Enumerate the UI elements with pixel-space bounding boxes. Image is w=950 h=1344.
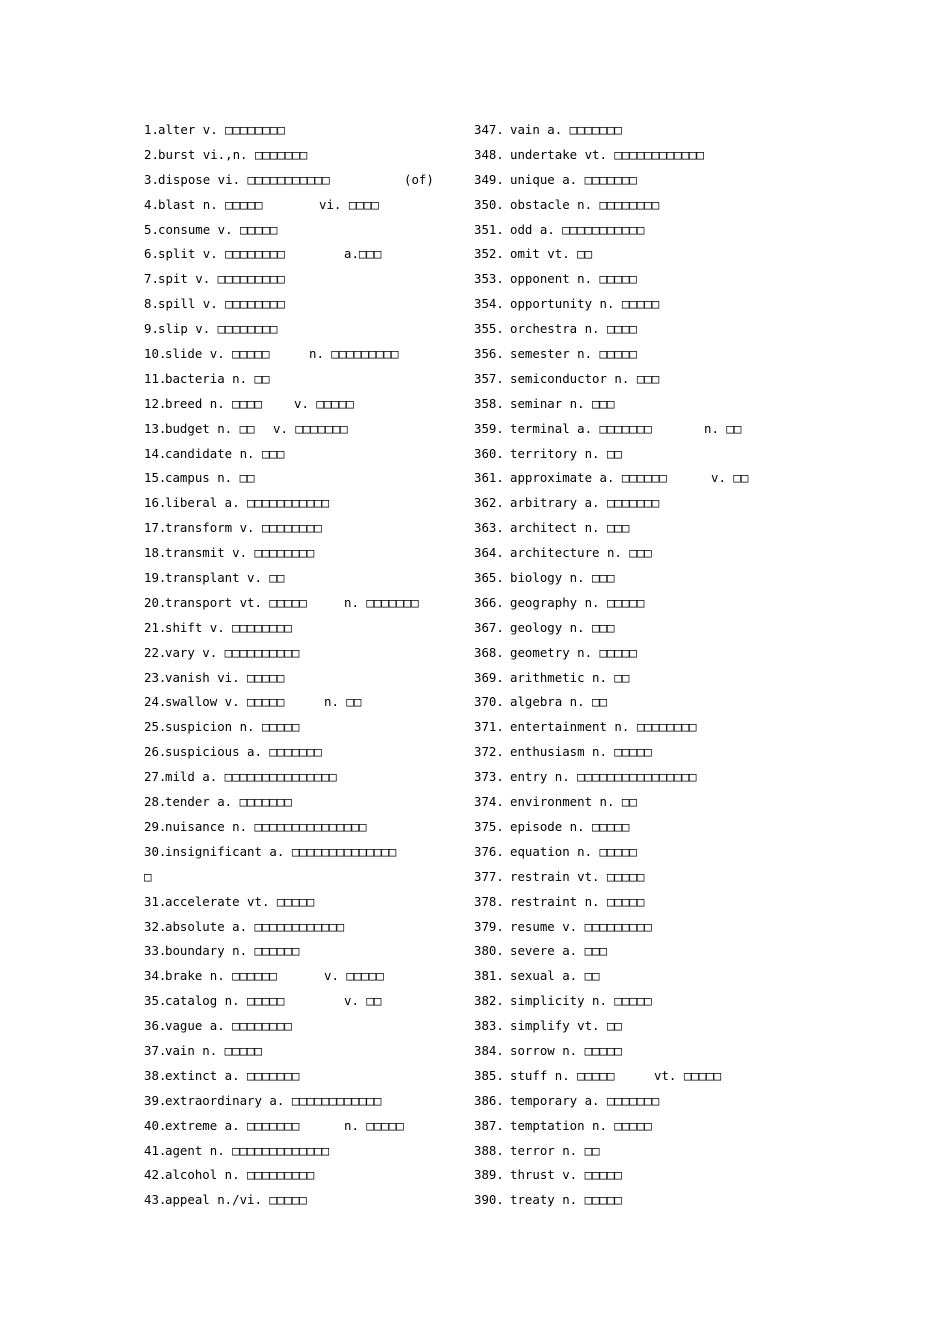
entry-word-definition: terminal a. □□□□□□□ bbox=[510, 420, 652, 436]
vocab-entry bbox=[474, 292, 774, 317]
entry-word-definition: mild a. □□□□□□□□□□□□□□□ bbox=[165, 769, 337, 785]
entry-number: 364. bbox=[474, 545, 504, 561]
vocab-entry bbox=[144, 1163, 444, 1188]
entry-number: 22. bbox=[144, 644, 167, 660]
vocab-entry bbox=[474, 218, 774, 243]
vocab-entry bbox=[474, 342, 774, 367]
entry-number: 27. bbox=[144, 769, 167, 785]
entry-word-definition: transplant v. □□ bbox=[165, 570, 285, 586]
entry-word-definition: approximate a. □□□□□□ bbox=[510, 470, 667, 486]
entry-word-definition: unique a. □□□□□□□ bbox=[510, 171, 637, 187]
entry-number: 361. bbox=[474, 470, 504, 486]
entry-number: 389. bbox=[474, 1167, 504, 1183]
entry-secondary-definition: a.□□□ bbox=[344, 246, 382, 262]
entry-number: 373. bbox=[474, 769, 504, 785]
entry-word-definition: geometry n. □□□□□ bbox=[510, 644, 637, 660]
entry-word-definition: arithmetic n. □□ bbox=[510, 669, 630, 685]
entry-word-definition: split v. □□□□□□□□ bbox=[158, 246, 285, 262]
entry-number: 375. bbox=[474, 818, 504, 834]
entry-number: 36. bbox=[144, 1018, 167, 1034]
entry-number: 37. bbox=[144, 1042, 167, 1058]
entry-number: 40. bbox=[144, 1117, 167, 1133]
entry-number: 8. bbox=[144, 296, 159, 312]
vocab-entry bbox=[144, 392, 444, 417]
entry-word-definition: consume v. □□□□□ bbox=[158, 221, 278, 237]
entry-word-definition: odd a. □□□□□□□□□□□ bbox=[510, 221, 645, 237]
entry-word-definition: temptation n. □□□□□ bbox=[510, 1117, 652, 1133]
vocab-entry bbox=[144, 915, 444, 940]
entry-number: 1. bbox=[144, 122, 159, 137]
entry-word-definition: brake n. □□□□□□ bbox=[165, 968, 277, 984]
entry-word-definition: slip v. □□□□□□□□ bbox=[158, 321, 278, 337]
entry-word-definition: treaty n. □□□□□ bbox=[510, 1192, 622, 1208]
entry-number: 35. bbox=[144, 993, 167, 1009]
entry-word-definition: swallow v. □□□□□ bbox=[165, 694, 285, 710]
entry-word-definition: campus n. □□ bbox=[165, 470, 255, 486]
entry-number: 387. bbox=[474, 1117, 504, 1133]
vocab-entry bbox=[474, 566, 774, 591]
right-vocab-column bbox=[474, 118, 774, 1213]
entry-number: 374. bbox=[474, 794, 504, 810]
vocab-entry bbox=[144, 541, 444, 566]
vocab-entry bbox=[144, 1114, 444, 1139]
entry-word-definition: restrain vt. □□□□□ bbox=[510, 868, 645, 884]
entry-number: 19. bbox=[144, 570, 167, 586]
vocab-entry bbox=[144, 1064, 444, 1089]
entry-secondary-definition: n. □□□□□□□ bbox=[344, 594, 419, 610]
entry-number: 388. bbox=[474, 1142, 504, 1158]
vocab-entry bbox=[144, 865, 444, 890]
entry-word-definition: geography n. □□□□□ bbox=[510, 594, 645, 610]
entry-number: 32. bbox=[144, 918, 167, 934]
entry-number: 15. bbox=[144, 470, 167, 486]
entry-number: 377. bbox=[474, 868, 504, 884]
entry-number: 362. bbox=[474, 495, 504, 511]
entry-number: 3. bbox=[144, 171, 159, 187]
entry-number: 348. bbox=[474, 146, 504, 162]
entry-secondary-definition: n. □□□□□ bbox=[344, 1117, 404, 1133]
vocab-entry bbox=[144, 1039, 444, 1064]
vocab-entry bbox=[474, 1188, 774, 1213]
entry-number: 14. bbox=[144, 445, 167, 461]
entry-number: 363. bbox=[474, 520, 504, 536]
entry-word-definition: biology n. □□□ bbox=[510, 570, 615, 586]
entry-number: 28. bbox=[144, 794, 167, 810]
entry-number: 349. bbox=[474, 171, 504, 187]
entry-number: 26. bbox=[144, 744, 167, 760]
vocab-entry bbox=[144, 143, 444, 168]
entry-word-definition: vanish vi. □□□□□ bbox=[165, 669, 285, 685]
entry-number: 358. bbox=[474, 395, 504, 411]
vocab-entry bbox=[144, 890, 444, 915]
entry-number: 369. bbox=[474, 669, 504, 685]
entry-word-definition: blast n. □□□□□ bbox=[158, 196, 263, 212]
entry-word-definition: simplify vt. □□ bbox=[510, 1018, 622, 1034]
vocab-entry bbox=[144, 491, 444, 516]
entry-number: 354. bbox=[474, 296, 504, 312]
entry-word-definition: arbitrary a. □□□□□□□ bbox=[510, 495, 660, 511]
entry-word-definition: burst vi.,n. □□□□□□□ bbox=[158, 146, 308, 162]
entry-word-definition: sorrow n. □□□□□ bbox=[510, 1042, 622, 1058]
entry-number: 21. bbox=[144, 619, 167, 635]
vocab-entry bbox=[474, 989, 774, 1014]
entry-word-definition: undertake vt. □□□□□□□□□□□□ bbox=[510, 146, 704, 162]
entry-word-definition: shift v. □□□□□□□□ bbox=[165, 619, 292, 635]
entry-word-definition: temporary a. □□□□□□□ bbox=[510, 1092, 660, 1108]
vocab-entry bbox=[474, 1039, 774, 1064]
vocab-entry bbox=[474, 1064, 774, 1089]
entry-word-definition: enthusiasm n. □□□□□ bbox=[510, 744, 652, 760]
vocab-entry bbox=[474, 143, 774, 168]
vocab-entry bbox=[474, 790, 774, 815]
entry-word-definition: vary v. □□□□□□□□□□ bbox=[165, 644, 300, 660]
vocab-entry bbox=[144, 840, 444, 865]
entry-word-definition: extreme a. □□□□□□□ bbox=[165, 1117, 300, 1133]
entry-word-definition: absolute a. □□□□□□□□□□□□ bbox=[165, 918, 345, 934]
entry-number: 359. bbox=[474, 420, 504, 436]
entry-number: 20. bbox=[144, 594, 167, 610]
vocab-entry bbox=[144, 516, 444, 541]
entry-word-definition: resume v. □□□□□□□□□ bbox=[510, 918, 652, 934]
vocab-entry bbox=[474, 267, 774, 292]
entry-number: 30. bbox=[144, 843, 167, 859]
entry-word-definition: architect n. □□□ bbox=[510, 520, 630, 536]
vocab-entry bbox=[474, 890, 774, 915]
vocab-entry bbox=[474, 466, 774, 491]
entry-number: 370. bbox=[474, 694, 504, 710]
entry-word-definition: omit vt. □□ bbox=[510, 246, 593, 262]
vocab-entry bbox=[144, 1014, 444, 1039]
entry-word-definition: liberal a. □□□□□□□□□□□ bbox=[165, 495, 330, 511]
entry-word-definition: opportunity n. □□□□□ bbox=[510, 296, 660, 312]
vocab-entry bbox=[474, 541, 774, 566]
entry-secondary-definition: n. □□□□□□□□□ bbox=[309, 346, 399, 362]
vocab-entry bbox=[144, 168, 444, 193]
vocab-entry bbox=[144, 591, 444, 616]
vocab-entry bbox=[144, 242, 444, 267]
entry-number: 357. bbox=[474, 370, 504, 386]
entry-number: 386. bbox=[474, 1092, 504, 1108]
vocab-entry bbox=[144, 367, 444, 392]
vocab-entry bbox=[144, 193, 444, 218]
entry-number: 10. bbox=[144, 346, 167, 362]
vocab-entry bbox=[474, 193, 774, 218]
entry-word-definition: stuff n. □□□□□ bbox=[510, 1067, 615, 1083]
vocab-entry bbox=[474, 516, 774, 541]
entry-number: 372. bbox=[474, 744, 504, 760]
entry-number: 2. bbox=[144, 146, 159, 162]
entry-word-definition: catalog n. □□□□□ bbox=[165, 993, 285, 1009]
vocab-entry bbox=[144, 342, 444, 367]
entry-secondary-definition: (of) bbox=[404, 171, 434, 187]
entry-number: 39. bbox=[144, 1092, 167, 1108]
entry-word-definition: budget n. □□ bbox=[165, 420, 255, 436]
entry-number: 353. bbox=[474, 271, 504, 287]
entry-number: 380. bbox=[474, 943, 504, 959]
entry-number: 9. bbox=[144, 321, 159, 337]
entry-word-definition: accelerate vt. □□□□□ bbox=[165, 893, 315, 909]
vocab-entry bbox=[144, 417, 444, 442]
entry-number: 18. bbox=[144, 545, 167, 561]
entry-number: 38. bbox=[144, 1067, 167, 1083]
entry-number: 376. bbox=[474, 843, 504, 859]
entry-word-definition: tender a. □□□□□□□ bbox=[165, 794, 292, 810]
entry-word-definition: nuisance n. □□□□□□□□□□□□□□□ bbox=[165, 818, 367, 834]
vocab-entry bbox=[474, 491, 774, 516]
entry-number: 383. bbox=[474, 1018, 504, 1034]
entry-number: 385. bbox=[474, 1067, 504, 1083]
vocab-entry bbox=[474, 417, 774, 442]
entry-word-definition: entertainment n. □□□□□□□□ bbox=[510, 719, 697, 735]
entry-number: 381. bbox=[474, 968, 504, 984]
vocab-entry bbox=[474, 1014, 774, 1039]
entry-word-definition: seminar n. □□□ bbox=[510, 395, 615, 411]
entry-word-definition: dispose vi. □□□□□□□□□□□ bbox=[158, 171, 330, 187]
vocab-entry bbox=[144, 989, 444, 1014]
vocab-entry bbox=[144, 218, 444, 243]
entry-number: 347. bbox=[474, 122, 504, 137]
entry-number: 5. bbox=[144, 221, 159, 237]
entry-number: 368. bbox=[474, 644, 504, 660]
vocab-entry bbox=[144, 815, 444, 840]
vocab-entry bbox=[144, 442, 444, 467]
entry-number: 31. bbox=[144, 893, 167, 909]
vocab-entry bbox=[144, 740, 444, 765]
vocab-entry bbox=[144, 1089, 444, 1114]
entry-word-definition: algebra n. □□ bbox=[510, 694, 607, 710]
entry-word-definition: breed n. □□□□ bbox=[165, 395, 262, 411]
entry-word-definition: vague a. □□□□□□□□ bbox=[165, 1018, 292, 1034]
vocab-entry bbox=[474, 641, 774, 666]
entry-number: 352. bbox=[474, 246, 504, 262]
entry-secondary-definition: v. □□ bbox=[344, 993, 382, 1009]
entry-word-definition: severe a. □□□ bbox=[510, 943, 607, 959]
entry-number: 23. bbox=[144, 669, 167, 685]
vocab-entry bbox=[474, 939, 774, 964]
entry-number: 33. bbox=[144, 943, 167, 959]
entry-number: 355. bbox=[474, 321, 504, 337]
entry-number: 24. bbox=[144, 694, 167, 710]
vocab-entry bbox=[144, 267, 444, 292]
entry-number: 378. bbox=[474, 893, 504, 909]
vocab-entry bbox=[144, 765, 444, 790]
vocab-entry bbox=[144, 790, 444, 815]
entry-word-definition: extraordinary a. □□□□□□□□□□□□ bbox=[165, 1092, 382, 1108]
entry-continuation-text: □ bbox=[144, 868, 152, 884]
vocab-entry bbox=[474, 715, 774, 740]
vocab-entry bbox=[474, 1163, 774, 1188]
entry-number: 7. bbox=[144, 271, 159, 287]
entry-word-definition: transform v. □□□□□□□□ bbox=[165, 520, 322, 536]
vocab-entry bbox=[144, 641, 444, 666]
entry-number: 6. bbox=[144, 246, 159, 262]
entry-secondary-definition: vi. □□□□ bbox=[319, 196, 379, 212]
vocab-entry bbox=[144, 616, 444, 641]
vocab-entry bbox=[474, 964, 774, 989]
entry-secondary-definition: v. □□□□□ bbox=[324, 968, 384, 984]
entry-word-definition: obstacle n. □□□□□□□□ bbox=[510, 196, 660, 212]
vocab-entry bbox=[474, 815, 774, 840]
vocab-entry bbox=[474, 765, 774, 790]
entry-word-definition: restraint n. □□□□□ bbox=[510, 893, 645, 909]
entry-word-definition: spit v. □□□□□□□□□ bbox=[158, 271, 285, 287]
entry-word-definition: vain a. □□□□□□□ bbox=[510, 122, 622, 137]
entry-number: 34. bbox=[144, 968, 167, 984]
entry-secondary-definition: vt. □□□□□ bbox=[654, 1067, 722, 1083]
entry-number: 42. bbox=[144, 1167, 167, 1183]
vocab-entry bbox=[474, 442, 774, 467]
entry-secondary-definition: v. □□ bbox=[711, 470, 749, 486]
entry-word-definition: slide v. □□□□□ bbox=[165, 346, 270, 362]
entry-word-definition: appeal n./vi. □□□□□ bbox=[165, 1192, 307, 1208]
vocab-entry bbox=[474, 242, 774, 267]
entry-word-definition: equation n. □□□□□ bbox=[510, 843, 637, 859]
vocab-entry bbox=[474, 666, 774, 691]
entry-word-definition: semiconductor n. □□□ bbox=[510, 370, 660, 386]
vocab-entry bbox=[144, 715, 444, 740]
entry-number: 367. bbox=[474, 619, 504, 635]
entry-word-definition: transmit v. □□□□□□□□ bbox=[165, 545, 315, 561]
left-vocab-column bbox=[144, 118, 444, 1213]
vocab-entry bbox=[474, 616, 774, 641]
vocab-entry bbox=[474, 1089, 774, 1114]
vocab-entry bbox=[474, 740, 774, 765]
entry-number: 13. bbox=[144, 420, 167, 436]
entry-number: 384. bbox=[474, 1042, 504, 1058]
entry-secondary-definition: v. □□□□□□□ bbox=[273, 420, 348, 436]
entry-number: 11. bbox=[144, 370, 167, 386]
vocab-entry bbox=[144, 939, 444, 964]
entry-number: 43. bbox=[144, 1192, 167, 1208]
vocab-entry bbox=[474, 865, 774, 890]
entry-word-definition: sexual a. □□ bbox=[510, 968, 600, 984]
vocab-entry bbox=[144, 466, 444, 491]
entry-word-definition: vain n. □□□□□ bbox=[165, 1042, 262, 1058]
entry-word-definition: opponent n. □□□□□ bbox=[510, 271, 637, 287]
entry-word-definition: candidate n. □□□ bbox=[165, 445, 285, 461]
vocab-entry bbox=[144, 317, 444, 342]
entry-word-definition: suspicious a. □□□□□□□ bbox=[165, 744, 322, 760]
vocab-entry bbox=[144, 690, 444, 715]
entry-word-definition: episode n. □□□□□ bbox=[510, 818, 630, 834]
entry-number: 365. bbox=[474, 570, 504, 586]
entry-number: 351. bbox=[474, 221, 504, 237]
entry-word-definition: alter v. □□□□□□□□ bbox=[158, 122, 285, 137]
entry-word-definition: bacteria n. □□ bbox=[165, 370, 270, 386]
entry-number: 12. bbox=[144, 395, 167, 411]
entry-word-definition: spill v. □□□□□□□□ bbox=[158, 296, 285, 312]
entry-word-definition: territory n. □□ bbox=[510, 445, 622, 461]
entry-secondary-definition: v. □□□□□ bbox=[294, 395, 354, 411]
entry-number: 25. bbox=[144, 719, 167, 735]
entry-word-definition: simplicity n. □□□□□ bbox=[510, 993, 652, 1009]
vocab-entry bbox=[474, 840, 774, 865]
entry-word-definition: transport vt. □□□□□ bbox=[165, 594, 307, 610]
entry-word-definition: entry n. □□□□□□□□□□□□□□□□ bbox=[510, 769, 697, 785]
vocab-entry bbox=[474, 690, 774, 715]
vocab-entry bbox=[474, 915, 774, 940]
vocab-entry bbox=[474, 591, 774, 616]
entry-number: 366. bbox=[474, 594, 504, 610]
entry-word-definition: extinct a. □□□□□□□ bbox=[165, 1067, 300, 1083]
entry-number: 379. bbox=[474, 918, 504, 934]
entry-word-definition: terror n. □□ bbox=[510, 1142, 600, 1158]
vocab-entry bbox=[474, 367, 774, 392]
entry-word-definition: semester n. □□□□□ bbox=[510, 346, 637, 362]
vocab-entry bbox=[144, 118, 444, 143]
vocab-entry bbox=[144, 666, 444, 691]
vocab-entry bbox=[474, 317, 774, 342]
vocab-entry bbox=[144, 292, 444, 317]
entry-number: 360. bbox=[474, 445, 504, 461]
vocab-entry bbox=[144, 1139, 444, 1164]
vocab-entry bbox=[474, 168, 774, 193]
entry-word-definition: orchestra n. □□□□ bbox=[510, 321, 637, 337]
entry-word-definition: insignificant a. □□□□□□□□□□□□□□ bbox=[165, 843, 397, 859]
entry-word-definition: agent n. □□□□□□□□□□□□□ bbox=[165, 1142, 330, 1158]
entry-number: 382. bbox=[474, 993, 504, 1009]
entry-word-definition: suspicion n. □□□□□ bbox=[165, 719, 300, 735]
entry-number: 16. bbox=[144, 495, 167, 511]
entry-number: 4. bbox=[144, 196, 159, 212]
entry-number: 390. bbox=[474, 1192, 504, 1208]
entry-word-definition: boundary n. □□□□□□ bbox=[165, 943, 300, 959]
vocab-entry bbox=[474, 1139, 774, 1164]
entry-number: 356. bbox=[474, 346, 504, 362]
entry-number: 29. bbox=[144, 818, 167, 834]
vocab-entry bbox=[474, 392, 774, 417]
entry-number: 41. bbox=[144, 1142, 167, 1158]
entry-word-definition: thrust v. □□□□□ bbox=[510, 1167, 622, 1183]
entry-word-definition: architecture n. □□□ bbox=[510, 545, 652, 561]
vocab-entry bbox=[144, 566, 444, 591]
entry-number: 350. bbox=[474, 196, 504, 212]
entry-secondary-definition: n. □□ bbox=[324, 694, 362, 710]
entry-number: 371. bbox=[474, 719, 504, 735]
entry-word-definition: environment n. □□ bbox=[510, 794, 637, 810]
vocab-entry bbox=[144, 964, 444, 989]
entry-word-definition: alcohol n. □□□□□□□□□ bbox=[165, 1167, 315, 1183]
vocab-entry bbox=[474, 118, 774, 143]
entry-word-definition: geology n. □□□ bbox=[510, 619, 615, 635]
vocab-entry bbox=[474, 1114, 774, 1139]
vocab-entry bbox=[144, 1188, 444, 1213]
entry-secondary-definition: n. □□ bbox=[704, 420, 742, 436]
entry-number: 17. bbox=[144, 520, 167, 536]
